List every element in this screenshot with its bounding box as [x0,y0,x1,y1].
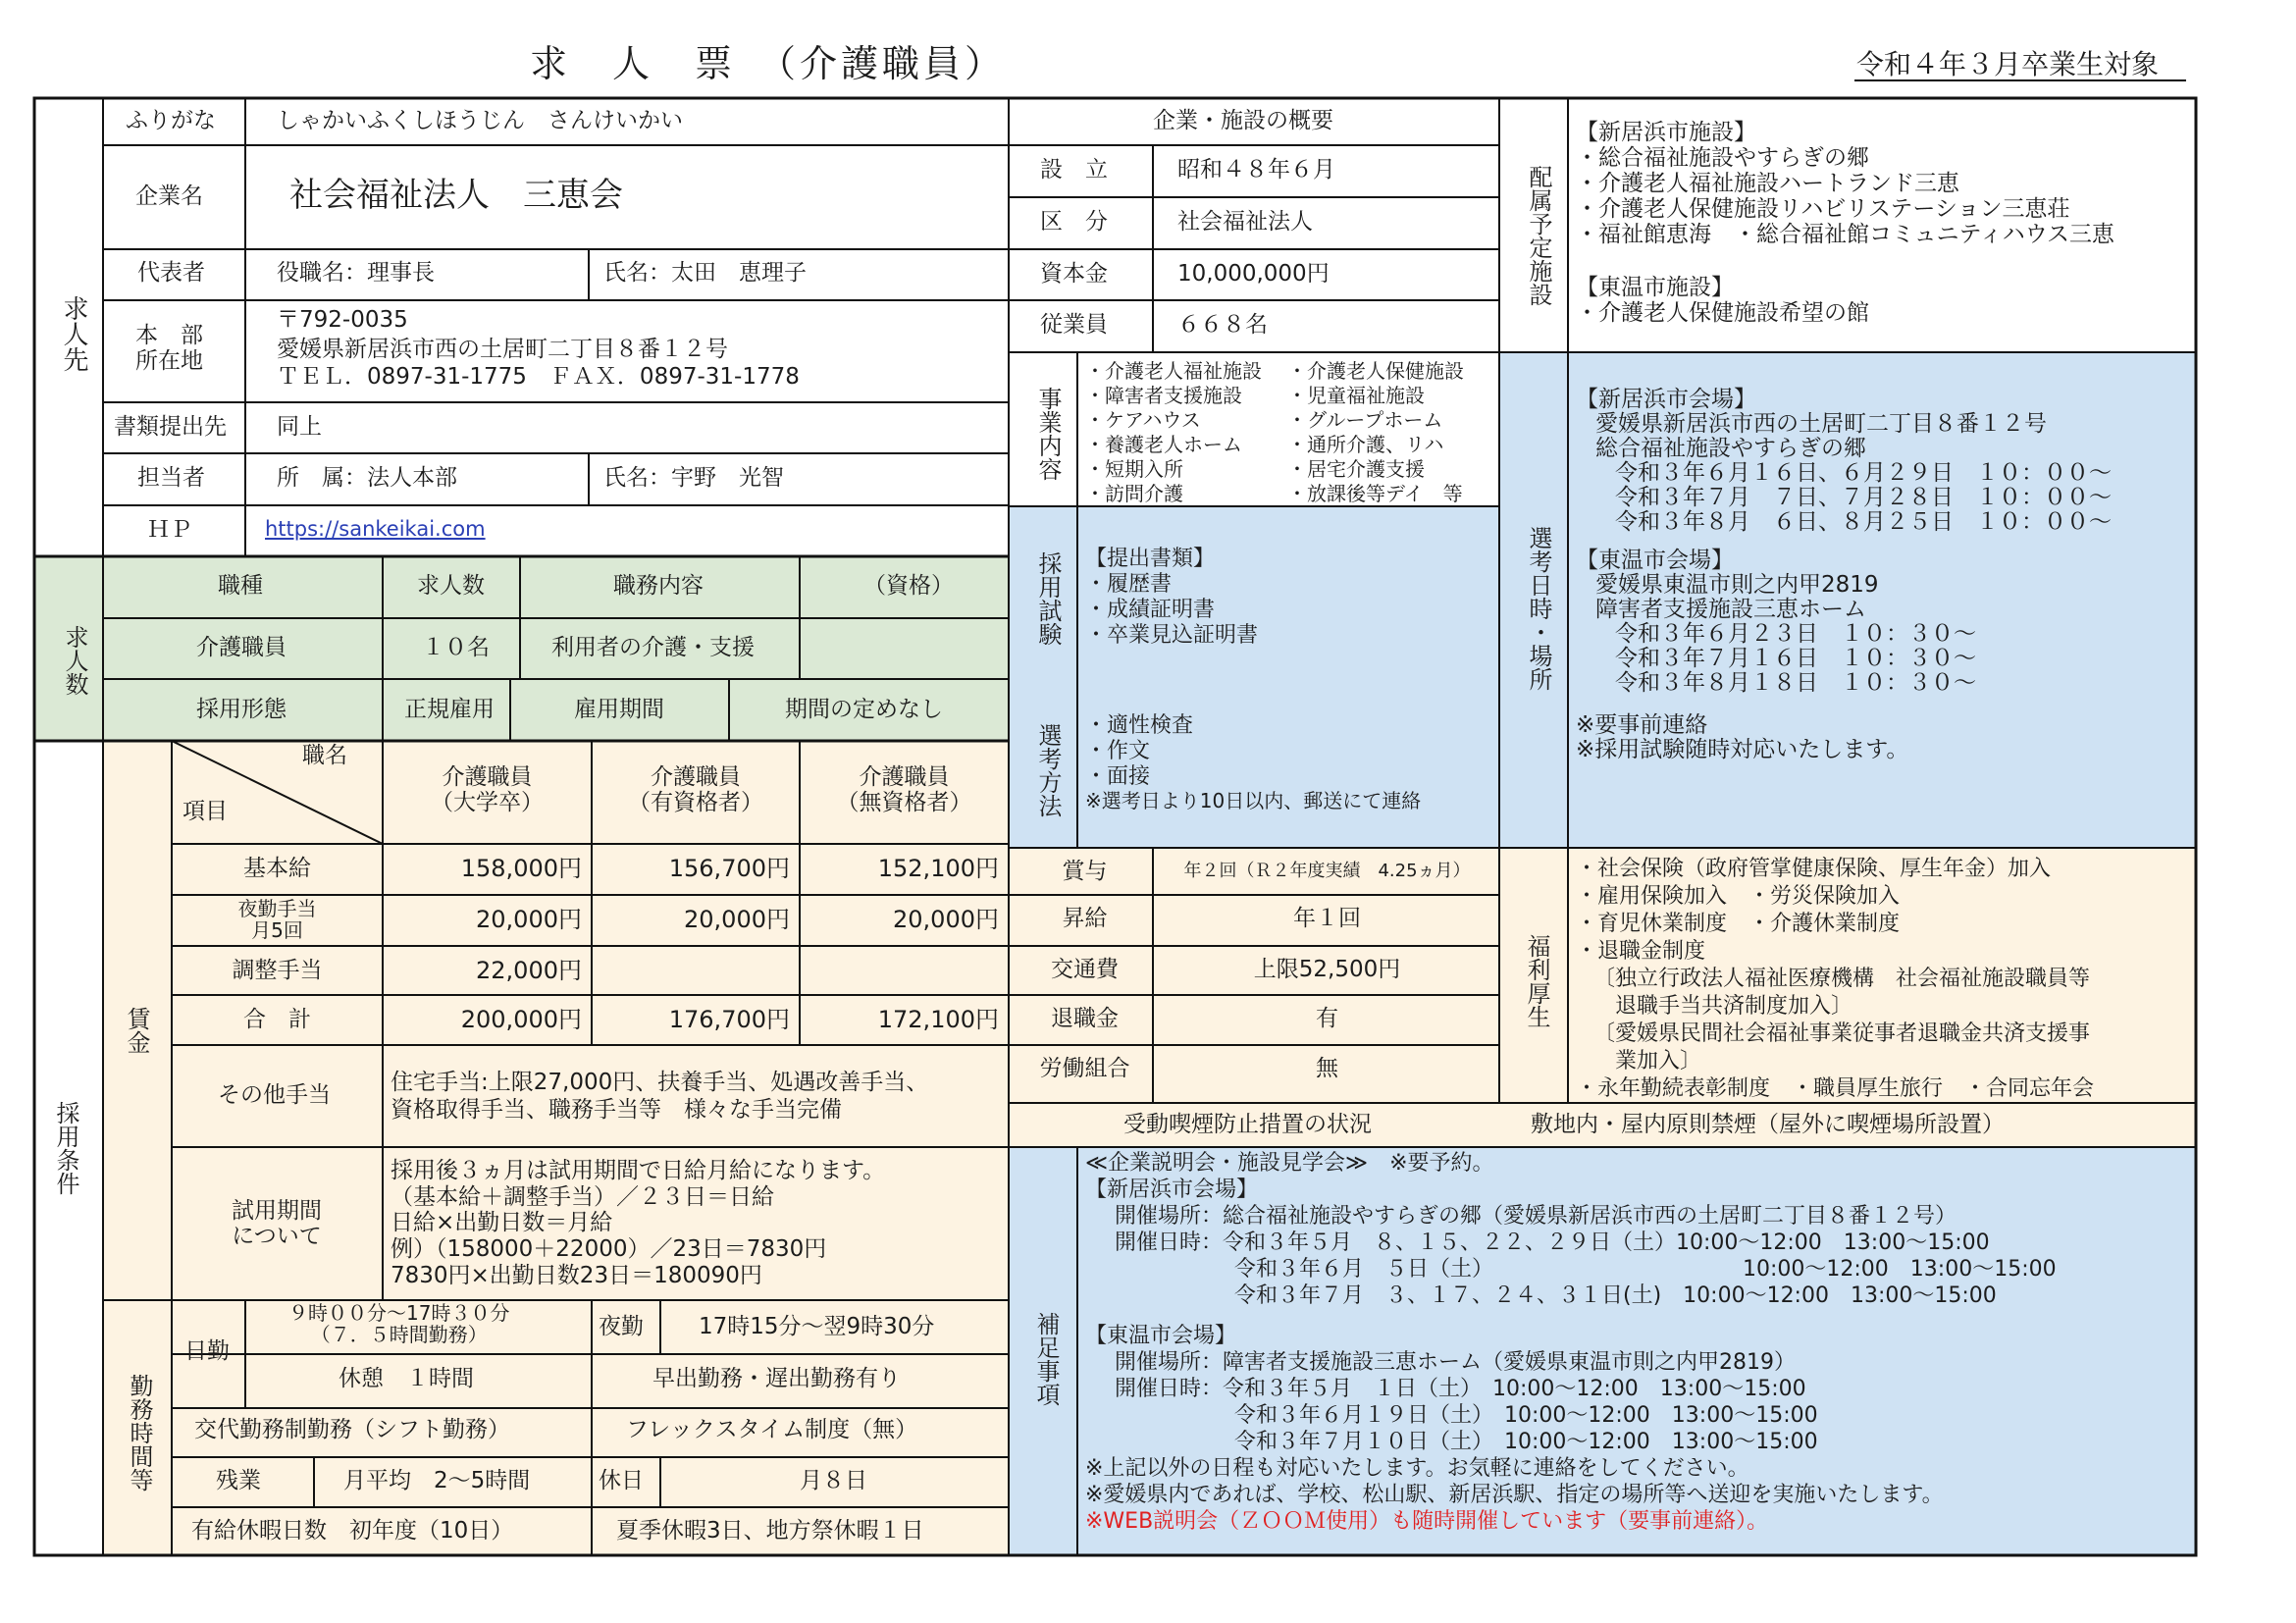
list-line: ・退職金制度 [1576,939,1706,964]
list-line: 令和３年７月１６日 １０：３０～ [1615,646,1976,671]
list-line: ・社会保険（政府管掌健康保険、厚生年金）加入 [1576,857,2052,881]
trial-text: 採用後３ヵ月は試用期間で日給月給になります。 （基本給＋調整手当）／２３日＝日給 日給×出勤日数＝月給 例）（158000＋22000）／23日＝7830円 7830円×出勤日数23日＝180090円 [391,1158,886,1288]
company-name: 社会福祉法人 三恵会 [289,176,623,215]
benefit-label: 労働組合 [1039,1056,1130,1081]
benefit-value: 年２回（Ｒ２年度実績 4.25ヵ月） [1183,861,1471,881]
list-line: 10:00～12:00 13:00～15:00 [1743,1257,2057,1282]
wage-row-label: 夜勤手当 月5回 [237,897,317,943]
wage-col-header: 介護職員 （無資格者） [836,764,972,815]
overview-row-label: 区 分 [1040,209,1108,235]
overview-row-label: 従業員 [1040,312,1108,338]
list-line: 令和３年６月１６日、６月２９日 １０：００～ [1615,460,2112,486]
list-line: ・ケアハウス [1085,408,1201,432]
list-line: 【新居浜市施設】 [1576,120,1756,145]
wage-value: 200,000円 [460,1006,582,1033]
list-line: 令和３年７月 ３、１７、２４、３１日(土) 10:00～12:00 13:00～15:00 [1234,1283,1997,1308]
contact-name: 氏名：宇野 光智 [603,465,784,491]
contact-label: 担当者 [137,465,205,491]
overview-row-value: 10,000,000円 [1177,261,1330,287]
furigana-value: しゃかいふくしほうじん さんけいかい [277,108,683,133]
break-time: 休憩 １時間 [339,1366,474,1391]
list-line: ・居宅介護支援 [1287,457,1425,481]
section-employer-label: 求人先 [59,295,88,372]
list-line: ・介護老人保健施設 [1287,359,1464,383]
wage-value: 22,000円 [476,957,582,984]
list-line: 愛媛県東温市則之内甲2819 [1595,572,1879,598]
list-line: 令和３年６月２３日 １０：３０～ [1615,621,1976,647]
benefit-label: 賞与 [1062,859,1108,884]
wage-value: 20,000円 [684,906,790,933]
list-line: ・放課後等デイ 等 [1287,482,1463,505]
wage-value: 20,000円 [893,906,999,933]
overview-row-value: 昭和４８年６月 [1177,157,1335,183]
summer-leave: 夏季休暇3日、地方祭休暇１日 [616,1518,924,1544]
period-label: 雇用期間 [574,697,664,722]
list-line: ・短期入所 [1085,457,1183,481]
overtime-label: 残業 [216,1468,261,1493]
job-duty: 利用者の介護・支援 [551,635,755,660]
biz-label: 事業内容 [1034,387,1062,481]
list-line: 【提出書類】 [1085,547,1216,571]
list-line: ・介護老人保健施設リハビリステーション三恵荘 [1576,196,2070,222]
list-line: ・永年勤続表彰制度 ・職員厚生旅行 ・合同忘年会 [1576,1076,2095,1101]
job-type: 介護職員 [196,635,287,660]
list-line: ・訪問介護 [1085,482,1183,505]
contact-dept: 所 属：法人本部 [277,465,457,491]
list-line: 令和３年７月 ７日、７月２８日 １０：００～ [1615,485,2112,510]
list-line: 令和３年８月 ６日、８月２５日 １０：００～ [1615,509,2112,535]
list-line: 愛媛県新居浜市西の土居町二丁目８番１２号 [1595,411,2047,437]
list-line: 令和３年７月１０日（土） 10:00～12:00 13:00～15:00 [1234,1430,1818,1454]
shift-work: 交代勤務制勤務（シフト勤務） [194,1417,510,1442]
night-shift: 17時15分～翌9時30分 [699,1314,935,1339]
wage-value: 152,100円 [877,855,999,882]
smoking-label: 受動喫煙防止措置の状況 [1123,1112,1372,1137]
list-line: ・雇用保険加入 ・労災保険加入 [1576,884,1901,909]
overview-row-label: 資本金 [1040,261,1108,287]
list-line: ※愛媛県内であれば、学校、松山駅、新居浜駅、指定の場所等へ送迎を実施いたします。 [1085,1483,1944,1507]
wage-value: 176,700円 [668,1006,790,1033]
benefit-label: 昇給 [1062,906,1108,931]
rep-label: 代表者 [137,260,205,286]
list-line: ・グループホーム [1287,408,1443,432]
list-line: ・通所介護、リハ [1287,433,1444,456]
list-line: ・面接 [1085,764,1151,789]
address: 愛媛県新居浜市西の土居町二丁目８番１２号 [277,337,728,362]
schedule-label: 選考日時・場所 [1525,526,1552,691]
list-line: ※要事前連絡 [1576,712,1708,738]
overview-row-value: ６６８名 [1177,312,1268,338]
period-value: 期間の定めなし [785,697,943,722]
h-duty: 職務内容 [613,573,704,599]
wage-value: 20,000円 [476,906,582,933]
list-line: ※採用試験随時対応いたします。 [1576,737,1909,762]
list-line: ・介護老人保健施設希望の館 [1576,300,1869,326]
wage-col-header: 介護職員 （大学卒） [431,764,544,815]
other-allowance: 住宅手当:上限27,000円、扶養手当、処遇改善手当、 資格取得手当、職務手当等 様々な手当完備 [391,1070,929,1123]
wage-row-label: 基本給 [243,856,311,881]
rep-title: 役職名：理事長 [277,260,435,286]
list-line: ・障害者支援施設 [1085,384,1242,407]
list-line: 開催場所：障害者支援施設三恵ホーム（愛媛県東温市則之内甲2819） [1115,1350,1796,1375]
list-line: ※選考日より10日以内、郵送にて連絡 [1085,789,1422,812]
page-title: 求 人 票 （介護職員） [530,42,1007,85]
hp-link[interactable]: https://sankeikai.com [265,517,486,541]
night-label: 夜勤 [599,1314,644,1339]
list-line: 【新居浜市会場】 [1085,1178,1259,1202]
benefit-value: 上限52,500円 [1253,957,1401,982]
item-head: 項目 [183,799,228,824]
early-late: 早出勤務・遅出勤務有り [652,1366,901,1391]
postal-code: 〒792-0035 [277,307,408,333]
tel-fax: ＴＥＬ．0897-31-1775 ＦＡＸ．0897-31-1778 [277,364,800,390]
job-count: １０名 [422,635,490,660]
wage-value: 172,100円 [877,1006,999,1033]
h-type: 職種 [218,573,263,599]
list-line: 【東温市会場】 [1576,548,1734,573]
overtime: 月平均 2～5時間 [343,1468,531,1493]
list-line: ≪企業説明会・施設見学会≫ ※要予約。 [1085,1151,1494,1176]
form-value: 正規雇用 [404,697,495,722]
list-line: ・児童福祉施設 [1287,384,1425,407]
openings-label: 求人数 [61,625,88,696]
list-line: ・作文 [1085,739,1151,763]
overview-row-value: 社会福祉法人 [1177,209,1313,235]
day-label: 日勤 [184,1338,230,1364]
list-line: 業加入〕 [1615,1049,1702,1073]
list-line: 〔独立行政法人福祉医療機構 社会福祉施設職員等 [1593,967,2091,991]
flex-time: フレックスタイム制度（無） [626,1417,918,1442]
list-line: 開催日時：令和３年５月 ８、１５、２２、２９日（土）10:00～12:00 13:00～15:00 [1115,1230,1990,1255]
hq-label: 本 部 所在地 [135,323,203,374]
benefit-value: 有 [1316,1006,1338,1031]
method-label: 選考方法 [1034,723,1062,817]
holiday-label: 休日 [599,1468,644,1493]
target-label: 令和４年３月卒業生対象 [1856,48,2160,80]
company-name-label: 企業名 [135,183,203,209]
submit-label: 書類提出先 [114,414,227,440]
benefit-value: 年１回 [1293,906,1361,931]
list-line: ・総合福祉施設やすらぎの郷 [1576,145,1869,171]
list-line: 開催日時：令和３年５月 １日（土） 10:00～12:00 13:00～15:00 [1115,1377,1806,1401]
list-line: ・育児休業制度 ・介護休業制度 [1576,912,1901,936]
h-qual: （資格） [863,573,954,599]
list-line: 【新居浜市会場】 [1576,387,1756,412]
submit-value: 同上 [277,414,322,440]
list-line: ・養護老人ホーム [1085,433,1242,456]
list-line: 開催場所：総合福祉施設やすらぎの郷（愛媛県新居浜市西の土居町二丁目８番１２号） [1115,1204,1957,1229]
day-shift: ９時００分～17時３０分 （７．５時間勤務） [288,1301,510,1347]
overview-header: 企業・施設の概要 [1153,108,1333,133]
list-line: ・介護老人福祉施設 [1085,359,1262,383]
list-line: 【東温市会場】 [1085,1324,1237,1348]
welfare-label: 福利厚生 [1523,934,1550,1028]
list-line: ・適性検査 [1085,713,1194,738]
list-line: ※上記以外の日程も対応いたします。お気軽に連絡をしてください。 [1085,1456,1749,1481]
benefit-label: 退職金 [1051,1006,1119,1031]
list-line: ・福祉館恵海 ・総合福祉館コミュニティハウス三恵 [1576,222,2115,247]
wage-row-label: 合 計 [243,1007,311,1032]
rep-name: 氏名：太田 恵理子 [603,260,807,286]
list-line: 障害者支援施設三恵ホーム [1595,597,1866,622]
list-line: ・卒業見込証明書 [1085,623,1259,648]
paid-leave: 有給休暇日数 初年度（10日） [191,1518,514,1544]
work-label: 勤務時間等 [126,1374,153,1492]
h-count: 求人数 [417,573,485,599]
list-line: 退職手当共済制度加入〕 [1615,994,1853,1019]
list-line: 令和３年６月１９日（土） 10:00～12:00 13:00～15:00 [1234,1403,1818,1428]
notes-label: 補足事項 [1032,1312,1060,1406]
exam-label: 採用試験 [1034,551,1062,646]
furigana-label: ふりがな [126,108,216,133]
benefit-label: 交通費 [1051,957,1119,982]
list-line: ・履歴書 [1085,572,1173,597]
wage-label: 賃金 [123,1007,150,1054]
list-line: ・成績証明書 [1085,598,1216,622]
other-allowance-label: その他手当 [218,1082,331,1108]
list-line: ※WEB説明会（ＺＯＯＭ使用）も随時開催しています（要事前連絡）。 [1085,1509,1769,1534]
job-name-head: 職名 [302,743,347,768]
holiday: 月８日 [800,1468,867,1493]
wage-row-label: 調整手当 [232,958,323,983]
list-line: 〔愛媛県民間社会福祉事業従事者退職金共済支援事 [1593,1021,2091,1046]
smoking-value: 敷地内・屋内原則禁煙（屋外に喫煙場所設置） [1531,1112,2005,1137]
list-line: 総合福祉施設やすらぎの郷 [1595,436,1866,461]
list-line: 令和３年６月 ５日（土） [1234,1257,1494,1282]
benefit-value: 無 [1316,1056,1338,1081]
trial-label: 試用期間 について [232,1198,322,1249]
form-label: 採用形態 [196,697,287,722]
wage-value: 158,000円 [460,855,582,882]
list-line: ・介護老人福祉施設ハートランド三恵 [1576,171,1959,196]
list-line: 令和３年８月１８日 １０：３０～ [1615,670,1976,696]
wage-col-header: 介護職員 （有資格者） [628,764,763,815]
wage-value: 156,700円 [668,855,790,882]
conditions-label: 採用条件 [52,1101,79,1195]
list-line: 【東温市施設】 [1576,275,1734,300]
hp-label: ＨＰ [147,517,192,543]
assign-label: 配属予定施設 [1525,165,1552,306]
overview-row-label: 設 立 [1040,157,1108,183]
